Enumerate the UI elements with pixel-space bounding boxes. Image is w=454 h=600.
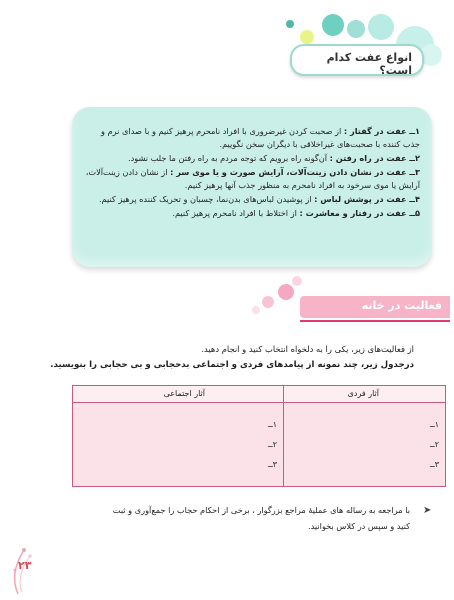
card-item-1	[82, 125, 420, 151]
note-line-2: کنید و سپس در کلاس بخوانید.	[308, 521, 410, 531]
decor-bubble	[300, 30, 314, 44]
decor-bubble	[292, 276, 302, 286]
note-line-1: با مراجعه به رساله های عملیهٔ مراجع بزرگوار ، برخی از احکام حجاب را جمع‌آوری و ثبت	[112, 505, 410, 515]
decor-bubble	[368, 14, 394, 40]
decor-bubble	[286, 20, 294, 28]
card-item-heading: ۳ــ عفت در نشان دادن زینت‌آلات، آرایش صورت و یا موی سر :	[170, 167, 420, 177]
table-row-number: ۲ــ	[268, 440, 277, 449]
card-item-5	[82, 207, 420, 220]
table-row-number: ۳ــ	[268, 460, 277, 469]
decor-bubble	[278, 284, 294, 300]
table-row-number: ۱ــ	[268, 420, 277, 429]
decor-bubble	[347, 20, 365, 38]
arrow-pointer-icon: ➤	[423, 505, 432, 516]
decor-bubble	[262, 296, 274, 308]
decor-bubble	[252, 306, 260, 314]
card-item-heading: ۵ــ عفت در رفتار و معاشرت :	[299, 208, 420, 218]
header-social-effects: آثار اجتماعی	[163, 389, 205, 398]
activity-title: فعالیت در خانه	[361, 299, 442, 312]
card-item-2	[82, 152, 420, 165]
card-item-text: از اختلاط با افراد نامحرم پرهیز کنیم.	[172, 208, 300, 218]
header-individual-effects: آثار فردی	[347, 389, 379, 398]
card-item-text: آن‌گونه راه برویم که توجه مردم به راه رفتن ما جلب نشود.	[127, 153, 330, 163]
table-header	[73, 386, 445, 403]
page-number: ۲۳	[18, 559, 32, 572]
card-content	[82, 125, 420, 221]
card-item-text: از نشان دادن زینت‌آلات، آرایش یا موی سرخود به افراد نامحرم به منظور جذب آنها پرهیز کنیم.	[85, 167, 420, 190]
title-pill	[290, 44, 424, 76]
table-row-number: ۲ــ	[430, 440, 439, 449]
activity-underline	[300, 320, 450, 322]
activity-task: درجدول زیر، چند نمونه از پیامدهای فردی و اجتماعی بدحجابی و بی حجابی را بنویسید.	[50, 360, 414, 370]
decor-bubble	[322, 14, 344, 36]
effects-table	[72, 385, 446, 487]
card-item-4	[82, 193, 420, 206]
table-row-number: ۱ــ	[430, 420, 439, 429]
card-item-3	[82, 166, 420, 192]
card-item-heading: ۲ــ عفت در راه رفتن :	[329, 153, 420, 163]
section-title: انواع عفت کدام است؟	[326, 51, 412, 77]
types-of-chastity-card	[72, 107, 432, 267]
activity-instruction: از فعالیت‌های زیر، یکی را به دلخواه انتخاب کنید و انجام دهید.	[201, 344, 414, 354]
table-row-number: ۳ــ	[430, 460, 439, 469]
card-item-text: از پوشیدن لباس‌های بدن‌نما، چسبان و تحریک کننده پرهیز کنیم.	[98, 194, 315, 204]
card-item-heading: ۴ــ عفت در پوشش لباس :	[314, 194, 420, 204]
card-item-heading: ۱ــ عفت در گفتار :	[343, 126, 420, 136]
card-item-text: از صحبت کردن غیرضروری با افراد نامحرم پرهیز کنیم و با صدای نرم و جذب کننده با صحبت‌های غیراخلاقی با دیگران سخن نگوییم.	[101, 126, 420, 149]
table-divider	[283, 386, 284, 486]
